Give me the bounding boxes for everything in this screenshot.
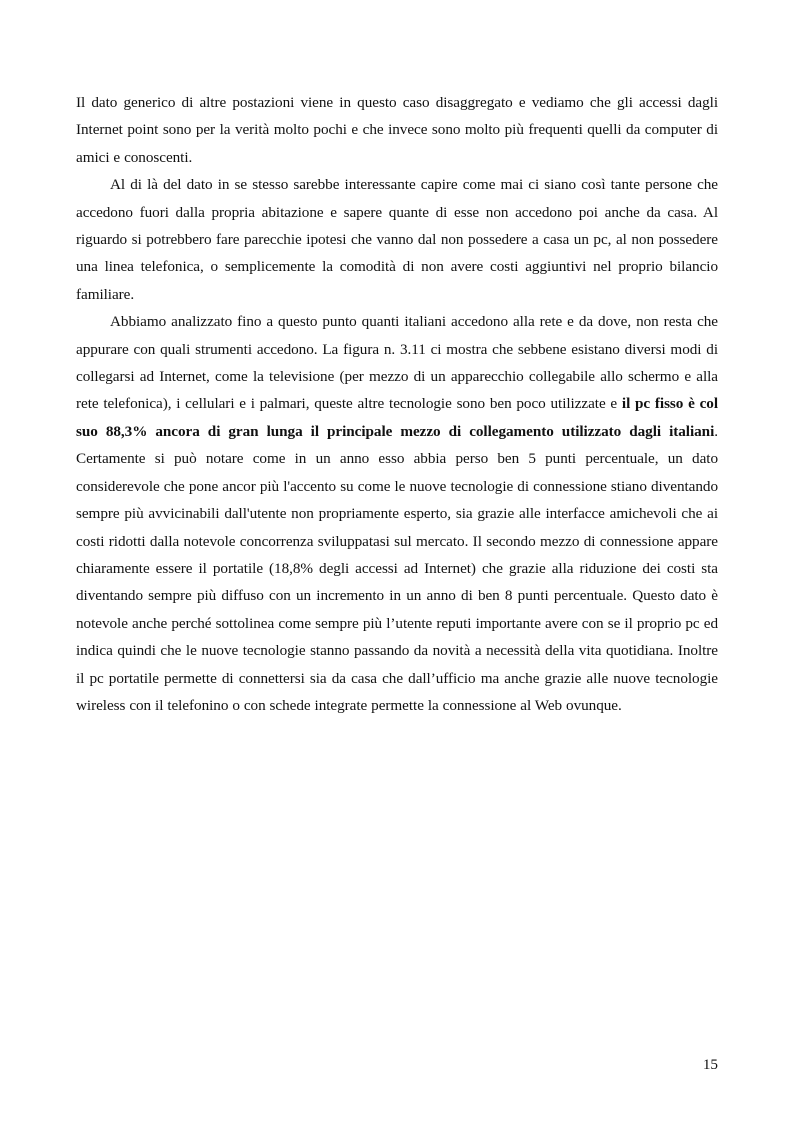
paragraph-3-intro: Abbiamo analizzato fino a questo punto quanti italiani accedono alla rete e da dove, non resta che appurare con quali strumenti accedono. La figura n. 3.11 ci mostra che sebbene esistano diversi modi di collegarsi ad Internet, come la televisione (per mezzo di un apparecchio collegabile allo schermo e alla rete telefonica), i cellulari e i palmari, queste altre tecnologie sono ben poco utilizzate e bbox=[76, 313, 718, 413]
paragraph-2: Al di là del dato in se stesso sarebbe interessante capire come mai ci siano così tante persone che accedono fuori dalla propria abitazione e sapere quante di esse non accedono poi anche da casa. Al riguardo si potrebbero fare parecchie ipotesi che vanno dal non possedere a casa un pc, al non possedere una linea telefonica, o semplicemente la comodità di non avere costi aggiuntivi nel proprio bilancio familiare. bbox=[76, 176, 718, 303]
page-number: 15 bbox=[702, 1056, 718, 1073]
body-text bbox=[76, 89, 718, 719]
paragraph-3-emphasis: il pc fisso è col suo 88,3% ancora di gran lunga il principale mezzo di collegamento utilizzato dagli italiani bbox=[76, 395, 718, 440]
paragraph-3-continuation: . Certamente si può notare come in un anno esso abbia perso ben 5 punti percentuale, un dato considerevole che pone ancor più l'accento su come le nuove tecnologie di connessione stiano diventando sempre più avvicinabili dall'utente non propriamente esperto, sia grazie alle interfacce amichevoli che ai costi ridotti dalla notevole concorrenza sviluppatasi sul mercato. Il secondo mezzo di connessione appare chiaramente essere il portatile (18,8% degli accessi ad Internet) che grazie alla riduzione dei costi sta diventando sempre più diffuso con un incremento in un anno di ben 8 punti percentuale. Questo dato è notevole anche perché sottolinea come sempre più l’utente reputi importante avere con se il proprio pc ed indica quindi che le nuove tecnologie stanno passando da novità a necessità della vita quotidiana. Inoltre il pc portatile permette di connettersi sia da casa che dall’ufficio ma anche grazie alle nuove tecnologie wireless con il telefonino o con schede integrate permette la connessione al Web ovunque. bbox=[76, 422, 718, 714]
paragraph-3 bbox=[76, 308, 718, 719]
paragraph-1: Il dato generico di altre postazioni viene in questo caso disaggregato e vediamo che gli accessi dagli Internet point sono per la verità molto pochi e che invece sono molto più frequenti quelli da computer di amici e conoscenti. bbox=[76, 94, 718, 166]
